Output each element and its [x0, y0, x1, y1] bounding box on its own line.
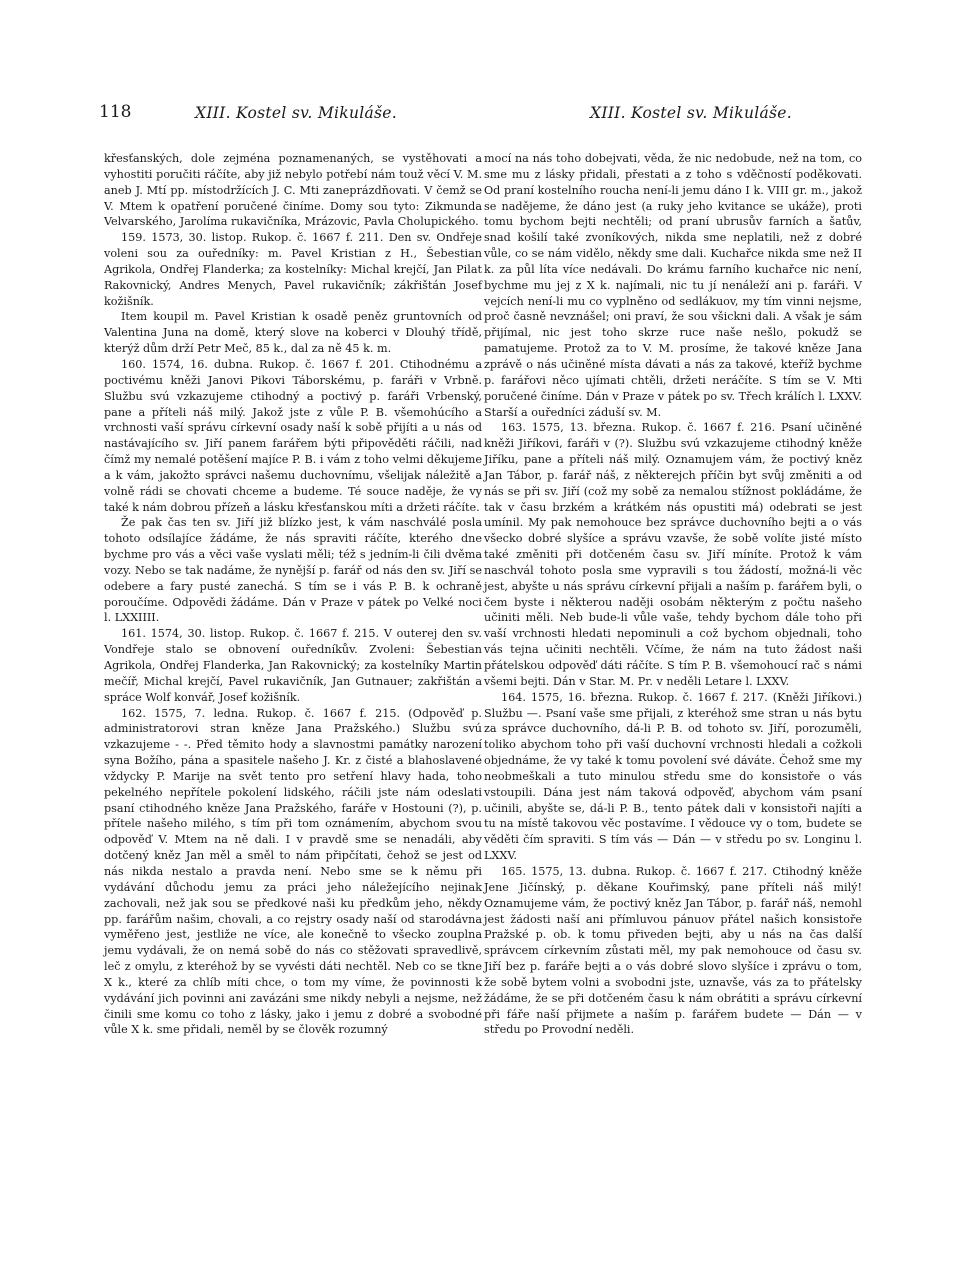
page-number: 118: [99, 102, 132, 122]
entry-163: 163. 1575, 13. března. Rukop. č. 1667 f. 216. Psaní učiněné kněži Jiříkovi, faráři v (?). Službu svú vzkazujeme ctihodný kněže Jiříku, pane a příteli náš milý. Oznamujem vám, že poctivý kněz Jan Tábor, p. farář náš, z některejch příčin byt svůj změniti a od nás se při sv. Jiří (což my sobě za nemalou stížnost pokládáme, že tak v času brzkém a krátkém nás opustiti má) odebrati se jest umínil. My pak nemohouce bez správce duchovního bejti a o vás všecko dobré slyšíce a správu vzavše, že sobě volíte jisté místo také změniti při dotčeném času sv. Jiří míníte. Protož k vám naschvál tohoto posla sme vypravili s tou žádostí, možná-li věc jest, abyšte u nás správu církevní přijali a naším p. farářem byli, o čem byste i některou naději osobám některým z počtu našeho učiniti měli. Neb bude-li vůle vaše, tehdy bychom dále toho při vaší vrchnosti hledati nepominuli a což bychom objednali, toho vás tejna učiniti nechtěli. Včíme, že nám na tuto žádost naši přátelskou odpověď dáti ráčíte. S tím P. B. všemohoucí rač s námi všemi bejti. Dán v Star. M. Pr. v neděli Letare l. LXXV.: [484, 421, 862, 688]
paragraph-ze-pak: Že pak čas ten sv. Jiří již blízko jest, k vám naschválé posla tohoto odsílajíce žádáme, že nás spraviti ráčíte, kterého dne bychme pro vás a věci vaše vyslati měli; též s jedním-li čili dvěma vozy. Nebo se tak nadáme, že nynější p. farář od nás den sv. Jiří se odebere a fary pusté zanechá. S tím se i vás P. B. k ochraně poroučíme. Odpovědi žádáme. Dán v Praze v pátek po Velké noci l. LXXIIII.: [104, 516, 482, 625]
entry-162: 162. 1575, 7. ledna. Rukop. č. 1667 f. 215. (Odpověď p. administratorovi stran kněze Jana Pražského.) Službu svú vzkazujeme - -. Před těmito hody a slavnostmi památky narození syna Božího, pána a spasitele našeho J. Kr. z čisté a blahoslavené vždycky P. Marije na svět tento pro setření hlavy hada, toho pekelného nepřítele pokolení lidského, ráčili jste nám odeslati psaní ctihodného kněze Jana Pražského, faráře v Hostouni (?), p. přítele našeho milého, s tím při tom oznámením, abychom svou odpověď V. Mtem na ně dali. I v pravdě sme se nenadáli, aby dotčený kněz Jan měl a směl to nám připčítati, čehož se jest od nás nikda nestalo a pravda není. Nebo sme se k němu při vydávání důchodu jemu za práci jeho náležejícího nejinak zachovali, než jak sou se předkové naši ku předkům jeho, někdy pp. farářům našim, chovali, a co rejstry osady naší od starodávna vyměřeno jest, jestliže ne více, ale konečně to všecko zouplna jemu vydávali, že on nemá sobě do nás co stěžovati spravedlivě, leč z omylu, z kteréhož by se vyvésti dáti nechtěl. Neb co se tkne X k., které za chlíb míti chce, o tom my víme, že povinnosti k vydávání jich povinni ani zavázáni sme nikdy nebyli a nejsme, než činili sme komu co toho z lásky, jako i jemu z dobré a svobodné vůle X k. sme přidali, neměl by se člověk rozumný: [104, 706, 482, 1037]
right-column: [484, 151, 862, 1038]
running-head-left: XIII. Kostel sv. Mikuláše.: [195, 104, 397, 122]
entry-164: 164. 1575, 16. března. Rukop. č. 1667 f. 217. (Kněži Jiříkovi.) Službu —. Psaní vaše sme přijali, z kteréhož sme stran u nás bytu za správce duchovního, dá-li P. B. od tohoto sv. Jiří, porozuměli, toliko abychom toho při vaší duchovní vrchnosti hledali a cožkoli objednáme, že vy také k tomu povolení své dáváte. Čehož sme my neobmeškali a tuto minulou středu sme do konsistoře o vás vstoupili. Dána jest nám taková odpověď, abychom vám psaní učinili, abyšte se, dá-li P. B., tento pátek dali v konsistoři najíti a tu na místě takovou věc postavíme. I vědouce vy o tom, budete se věděti čím spraviti. S tím vás — Dán — v středu po sv. Longinu l. LXXV.: [484, 690, 862, 863]
paragraph-continuation: křesťanských, dole zejména poznamenaných, se vystěhovati a vyhostiti poručiti ráčíte, aby již nebylo potřebí nám touž věcí V. M. aneb J. Mtí pp. místodržících J. C. Mti zaneprázdňovati. V čemž se V. Mtem k opatření poručené činíme. Domy sou tyto: Zikmunda Velvarského, Jarolíma rukavičníka, Mrázovic, Pavla Cholupického.: [104, 152, 482, 229]
left-column: [104, 151, 482, 1038]
paragraph-item-koupil: Item koupil m. Pavel Kristian k osadě peněz gruntovních od Valentina Juna na domě, který slove na koberci v Dlouhý třídě, kterýž dům drží Petr Meč, 85 k., dal za ně 45 k. m.: [104, 310, 482, 356]
entry-160: 160. 1574, 16. dubna. Rukop. č. 1667 f. 201. Ctihodnému a poctivému kněži Janovi Pikovi Táborskému, p. faráři v Vrbně. Službu svú vzkazujeme ctihodný a poctivý p. faráři Vrbenský, pane a příteli náš milý. Jakož jste z vůle P. B. všemohúcího a vrchnosti vaší správu církevní osady naší k sobě přijíti a u nás od nastávajícího sv. Jiří panem farářem býti připověděti ráčili, nad čímž my nemalé potěšení majíce P. B. i vám z toho velmi děkujeme a k vám, jakožto správci našemu duchovnímu, všelijak náležitě a volně rádi se chovati chceme a budeme. Té souce naděje, že vy také k nám dobrou přízeň a lásku křesťanskou míti a držeti ráčíte.: [104, 357, 482, 514]
entry-165: 165. 1575, 13. dubna. Rukop. č. 1667 f. 217. Ctihodný kněže Jene Jičínský, p. děkane Kouřimský, pane příteli náš milý! Oznamujeme vám, že poctivý kněz Jan Tábor, p. farář náš, nemohl jest žádosti naší ani přímluvou pánuov přátel našich konsistoře Pražské p. ob. k tomu přiveden bejti, aby u nás na čas další správcem církevním zůstati měl, my pak nemohouce od času sv. Jiří bez p. faráře bejti a o vás dobré slovo slyšíce i zprávu o tom, že sobě bytem volni a svobodni jste, uznavše, vás za to přátelsky žádáme, že se při dotčeném času k nám obrátiti a správu církevní při fáře naší přijmete a naším p. farářem budete — Dán — v středu po Provodní neděli.: [484, 864, 862, 1037]
entry-159: 159. 1573, 30. listop. Rukop. č. 1667 f. 211. Den sv. Ondřeje voleni sou za ouředníky: m. Pavel Kristian z H., Šebestian Agrikola, Ondřej Flanderka; za kostelníky: Michal krejčí, Jan Pilat Rakovnický, Andres Menych, Pavel rukavičník; zákřištán Josef kožišník.: [104, 231, 482, 308]
running-head-right: XIII. Kostel sv. Mikuláše.: [590, 104, 792, 122]
paragraph-continuation-right: mocí na nás toho dobejvati, věda, že nic nedobude, než na tom, co sme mu z lásky přidali, přestati a z toho s vděčností poděkovati. Od praní kostelního roucha není-li jemu dáno I k. VIII gr. m., jakož se nadějeme, že dáno jest (a ruky jeho kvitance se ukáže), proti tomu bychom bejti nechtěli; od praní ubrusův farních a šatův, snad košilí také zvoníkových, nikda sme neplatili, než z dobré vůle, co se nám vidělo, někdy sme dali. Kuchařce nikda sme než II k. za půl líta více nedávali. Do krámu farního kuchařce nic není, bychme mu jej z X k. najímali, nic tu jí nenáleží ani p. faráři. V vejcích není-li mu co vyplněno od sedlákuov, my tím vinni nejsme, proč časně nevznášel; oni praví, že sou všickni dali. A však je sám přijímal, nic jest toho skrze ruce naše nešlo, pokudž se pamatujeme. Protož za to V. M. prosíme, že takové kněze Jana zprávě o nás učiněné místa dávati a nás za takové, kteříž bychme p. farářovi něco ujímati chtěli, držeti neráčíte. S tím se V. Mti poručené činíme. Dán v Praze v pátek po sv. Třech králích l. LXXV. Starší a ouředníci záduší sv. M.: [484, 152, 862, 419]
entry-161: 161. 1574, 30. listop. Rukop. č. 1667 f. 215. V outerej den sv. Vondřeje stalo se obnovení ouředníkův. Zvoleni: Šebestian Agrikola, Ondřej Flanderka, Jan Rakovnický; za kostelníky Martin mečíř, Michal krejčí, Pavel rukavičník, Jan Gutnauer; zakřištán a spráce Wolf konvář, Josef kožišník.: [104, 627, 482, 704]
